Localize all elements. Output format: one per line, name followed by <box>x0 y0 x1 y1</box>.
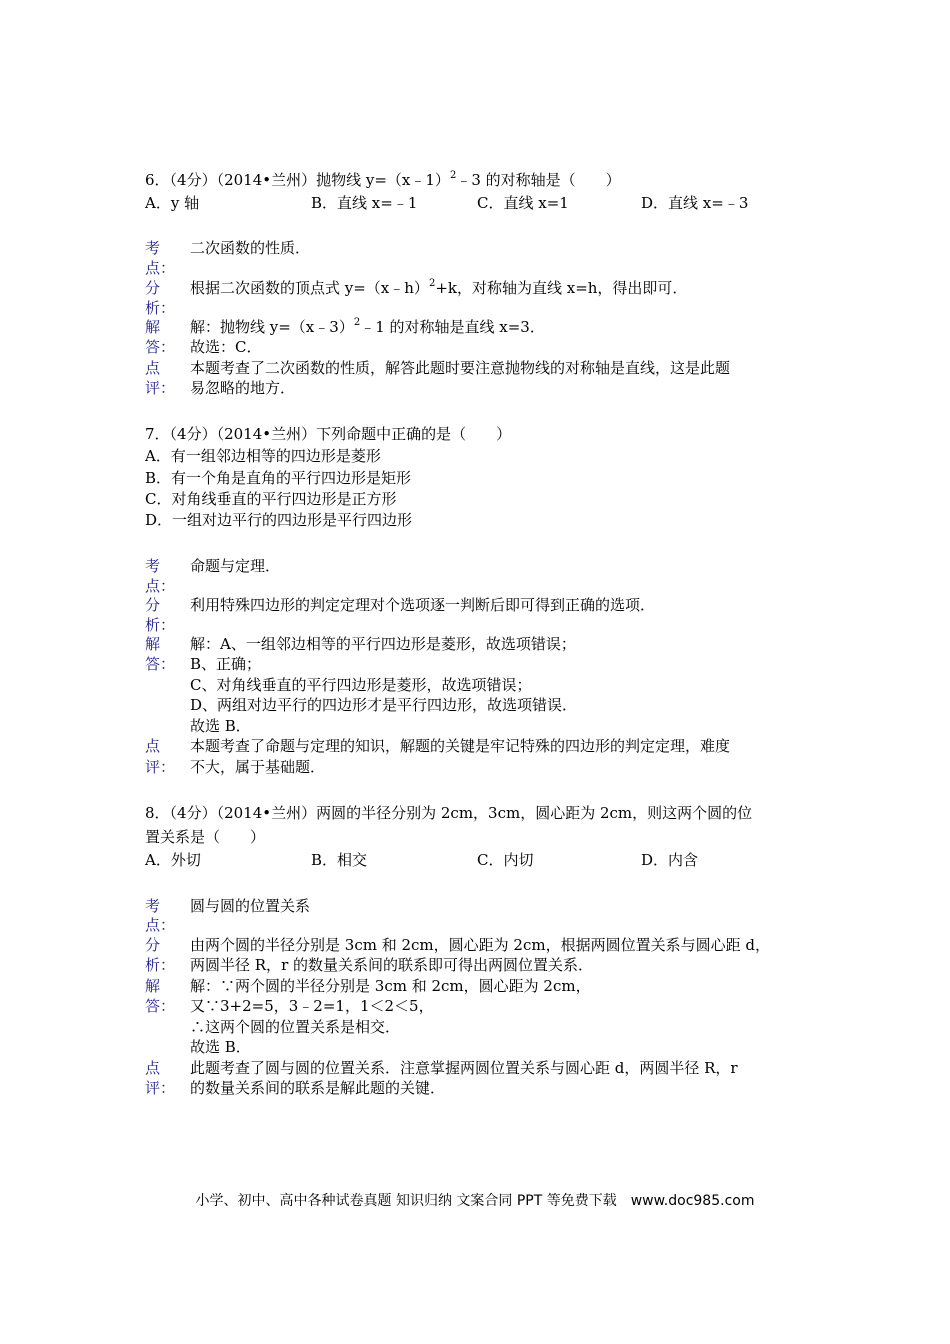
q8-fenxi-line-2: 两圆半径 R，r 的数量关系间的联系即可得出两圆位置关系． <box>190 956 594 974</box>
q7-jieda-line-1: 解：A、一组邻边相等的平行四边形是菱形，故选项错误； <box>190 635 576 653</box>
q6-option-d: D．直线 x=﹣3 <box>641 194 749 212</box>
q7-dianping-label-1: 点 <box>145 737 161 755</box>
q7-jieda-label-1: 解 <box>145 635 161 653</box>
q8-jieda-line-1: 解：∵两个圆的半径分别是 3cm 和 2cm，圆心距为 2cm， <box>190 977 591 995</box>
q7-kaodian-text: 命题与定理． <box>190 557 281 575</box>
q8-jieda-label-2: 答： <box>145 997 176 1015</box>
page-footer: 小学、初中、高中各种试卷真题 知识归纳 文案合同 PPT 等免费下载 www.doc985.com <box>195 1193 755 1209</box>
q8-kaodian-label-2: 点： <box>145 916 176 934</box>
q8-option-b: B．相交 <box>311 851 368 869</box>
q8-stem-line-1: 8．（4分）（2014•兰州）两圆的半径分别为 2cm，3cm，圆心距为 2cm，则这两个圆的位 <box>145 804 753 822</box>
q6-option-c: C．直线 x=1 <box>477 194 569 212</box>
q7-dianping-label-2: 评： <box>145 758 176 776</box>
q8-option-a: A．外切 <box>145 851 201 869</box>
q6-fenxi-text-b: +k，对称轴为直线 x=h，得出即可． <box>435 279 688 297</box>
q6-jieda-line-2: 故选：C． <box>190 338 262 356</box>
q8-kaodian-text: 圆与圆的位置关系 <box>190 897 311 915</box>
q6-dianping-label-2: 评： <box>145 379 176 397</box>
q6-option-b: B．直线 x=﹣1 <box>311 194 418 212</box>
q7-jieda-label-2: 答： <box>145 655 176 673</box>
q7-option-b: B．有一个角是直角的平行四边形是矩形 <box>145 469 412 487</box>
q8-jieda-line-3: ∴这两个圆的位置关系是相交． <box>190 1018 401 1036</box>
q6-stem-text-b: ﹣3 的对称轴是（ ） <box>456 171 621 189</box>
q8-dianping-line-2: 的数量关系间的联系是解此题的关键． <box>190 1079 446 1097</box>
q7-kaodian-label-1: 考 <box>145 557 161 575</box>
q8-option-d: D．内含 <box>641 851 699 869</box>
q7-option-d: D．一组对边平行的四边形是平行四边形 <box>145 511 413 529</box>
q8-jieda-line-2: 又∵3+2=5，3﹣2=1，1＜2＜5， <box>190 997 434 1015</box>
q8-fenxi-label-2: 析： <box>145 956 176 974</box>
q7-fenxi-text: 利用特殊四边形的判定定理对个选项逐一判断后即可得到正确的选项． <box>190 596 656 614</box>
q8-jieda-label-1: 解 <box>145 977 161 995</box>
q6-dianping-label-1: 点 <box>145 359 161 377</box>
q7-jieda-line-4: D、两组对边平行的四边形才是平行四边形，故选项错误． <box>190 696 578 714</box>
q8-stem-line-2: 置关系是（ ） <box>145 828 266 846</box>
q6-option-a: A．y 轴 <box>145 194 200 212</box>
q8-dianping-label-2: 评： <box>145 1079 176 1097</box>
q8-fenxi-line-1: 由两个圆的半径分别是 3cm 和 2cm，圆心距为 2cm，根据两圆位置关系与圆心距 d， <box>190 936 770 954</box>
q6-stem-text-a: 6．（4分）（2014•兰州）抛物线 y=（x﹣1） <box>145 171 450 189</box>
q6-jieda-line-1 <box>190 317 545 337</box>
q6-fenxi-superscript: 2 <box>428 278 436 289</box>
q6-dianping-line-2: 易忽略的地方． <box>190 379 296 397</box>
q7-jieda-line-5: 故选 B． <box>190 717 251 735</box>
q6-kaodian-text: 二次函数的性质． <box>190 239 311 257</box>
q7-jieda-line-2: B、正确； <box>190 655 262 673</box>
q7-option-a: A．有一组邻边相等的四边形是菱形 <box>145 447 381 465</box>
q8-kaodian-label-1: 考 <box>145 897 161 915</box>
q6-jieda-label-2: 答： <box>145 338 176 356</box>
q8-dianping-line-1: 此题考查了圆与圆的位置关系．注意掌握两圆位置关系与圆心距 d，两圆半径 R，r <box>190 1059 738 1077</box>
q6-stem <box>145 170 621 190</box>
q7-fenxi-label-2: 析： <box>145 616 176 634</box>
q7-jieda-line-3: C、对角线垂直的平行四边形是菱形，故选项错误； <box>190 676 532 694</box>
q7-option-c: C．对角线垂直的平行四边形是正方形 <box>145 490 397 508</box>
q6-fenxi-text <box>190 278 687 298</box>
q7-dianping-line-2: 不大，属于基础题． <box>190 758 326 776</box>
q6-jieda-superscript: 2 <box>353 317 361 328</box>
q6-fenxi-label-2: 析： <box>145 299 176 317</box>
q8-option-c: C．内切 <box>477 851 534 869</box>
q6-jieda-text-a: 解：抛物线 y=（x﹣3） <box>190 318 354 336</box>
q8-dianping-label-1: 点 <box>145 1059 161 1077</box>
q7-fenxi-label-1: 分 <box>145 596 161 614</box>
q6-kaodian-label-2: 点： <box>145 259 176 277</box>
q7-kaodian-label-2: 点： <box>145 577 176 595</box>
q6-fenxi-label-1: 分 <box>145 279 161 297</box>
q7-stem: 7．（4分）（2014•兰州）下列命题中正确的是（ ） <box>145 425 512 443</box>
q8-jieda-line-4: 故选 B． <box>190 1038 251 1056</box>
q7-dianping-line-1: 本题考查了命题与定理的知识，解题的关键是牢记特殊的四边形的判定定理，难度 <box>190 737 731 755</box>
q6-fenxi-text-a: 根据二次函数的顶点式 y=（x﹣h） <box>190 279 429 297</box>
q8-fenxi-label-1: 分 <box>145 936 161 954</box>
q6-stem-superscript: 2 <box>449 170 457 181</box>
q6-kaodian-label-1: 考 <box>145 239 161 257</box>
q6-jieda-text-b: ﹣1 的对称轴是直线 x=3． <box>360 318 545 336</box>
q6-jieda-label-1: 解 <box>145 318 161 336</box>
q6-dianping-line-1: 本题考查了二次函数的性质，解答此题时要注意抛物线的对称轴是直线，这是此题 <box>190 359 731 377</box>
